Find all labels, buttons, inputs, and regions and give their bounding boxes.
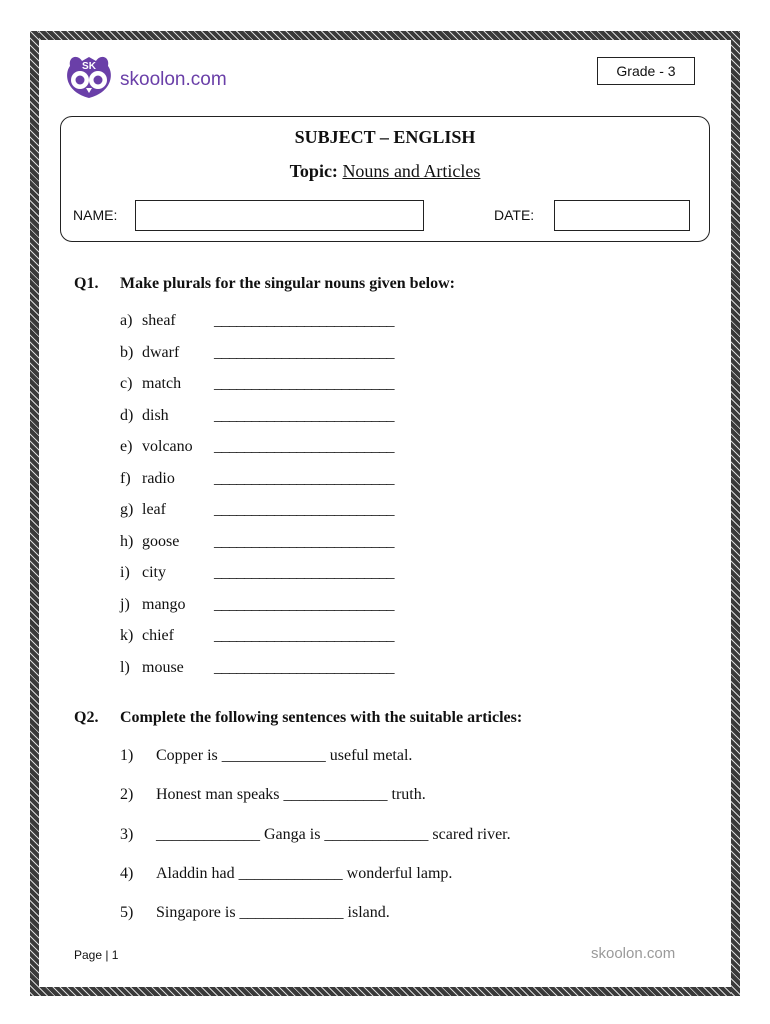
singular-noun: dish bbox=[142, 406, 169, 424]
list-item bbox=[120, 344, 480, 376]
item-number: 1) bbox=[120, 747, 134, 764]
page-border-bottom bbox=[30, 987, 740, 996]
list-item bbox=[120, 865, 680, 904]
worksheet-header bbox=[60, 116, 710, 242]
q1-list bbox=[120, 312, 480, 690]
item-number: 5) bbox=[120, 904, 134, 922]
item-number: 4) bbox=[120, 864, 134, 882]
singular-noun: mango bbox=[142, 595, 186, 613]
list-item bbox=[120, 596, 480, 628]
page-number: Page | 1 bbox=[74, 948, 119, 962]
q2-number: Q2. bbox=[74, 709, 99, 726]
name-label: NAME: bbox=[73, 207, 118, 223]
name-field[interactable] bbox=[135, 200, 424, 231]
singular-noun: city bbox=[142, 564, 166, 581]
q1-number: Q1. bbox=[74, 275, 99, 292]
list-item bbox=[120, 747, 680, 786]
q2-question: Complete the following sentences with the suitable articles: bbox=[120, 709, 523, 726]
singular-noun: dwarf bbox=[142, 343, 180, 361]
sentence[interactable]: Honest man speaks _____________ truth. bbox=[156, 786, 426, 804]
grade-badge: Grade - 3 bbox=[597, 57, 695, 85]
list-item bbox=[120, 826, 680, 865]
singular-noun: match bbox=[142, 375, 182, 392]
q1-question: Make plurals for the singular nouns given below: bbox=[120, 275, 456, 292]
item-label: j) bbox=[120, 595, 130, 613]
date-field[interactable] bbox=[554, 200, 690, 231]
list-item bbox=[120, 533, 480, 565]
page-border-right bbox=[731, 31, 740, 996]
brand-logo bbox=[62, 52, 227, 102]
singular-noun: chief bbox=[142, 627, 174, 644]
item-label: h) bbox=[120, 532, 134, 550]
singular-noun: goose bbox=[142, 532, 180, 550]
brand-name: skoolon.com bbox=[120, 69, 227, 90]
answer-blank[interactable]: ________________________ bbox=[214, 469, 394, 487]
item-number: 3) bbox=[120, 825, 134, 843]
item-label: k) bbox=[120, 627, 134, 644]
sentence[interactable]: Singapore is _____________ island. bbox=[156, 904, 390, 922]
item-label: b) bbox=[120, 343, 134, 361]
item-label: c) bbox=[120, 375, 133, 392]
date-label: DATE: bbox=[494, 207, 535, 223]
answer-blank[interactable]: ________________________ bbox=[214, 564, 394, 581]
page-border-top bbox=[30, 31, 740, 40]
item-label: e) bbox=[120, 438, 133, 455]
list-item bbox=[120, 659, 480, 691]
list-item bbox=[120, 786, 680, 825]
list-item bbox=[120, 375, 480, 407]
answer-blank[interactable]: ________________________ bbox=[214, 532, 394, 550]
list-item bbox=[120, 438, 480, 470]
sentence[interactable]: _____________ Ganga is _____________ scared river. bbox=[156, 825, 511, 843]
list-item bbox=[120, 627, 480, 659]
topic-value: Nouns and Articles bbox=[342, 161, 481, 181]
singular-noun: volcano bbox=[142, 438, 193, 455]
item-label: i) bbox=[120, 564, 130, 581]
answer-blank[interactable]: ________________________ bbox=[214, 375, 394, 392]
list-item bbox=[120, 501, 480, 533]
page-border-left bbox=[30, 31, 39, 996]
list-item bbox=[120, 312, 480, 344]
sentence[interactable]: Aladdin had _____________ wonderful lamp. bbox=[156, 864, 453, 882]
singular-noun: radio bbox=[142, 469, 175, 487]
singular-noun: sheaf bbox=[142, 312, 176, 329]
singular-noun: mouse bbox=[142, 658, 184, 676]
item-label: d) bbox=[120, 406, 134, 424]
item-label: a) bbox=[120, 312, 133, 329]
list-item bbox=[120, 564, 480, 596]
answer-blank[interactable]: ________________________ bbox=[214, 627, 394, 644]
answer-blank[interactable]: ________________________ bbox=[214, 343, 394, 361]
sentence[interactable]: Copper is _____________ useful metal. bbox=[156, 747, 413, 764]
q2-list bbox=[120, 747, 680, 943]
item-label: f) bbox=[120, 469, 131, 487]
list-item bbox=[120, 470, 480, 502]
answer-blank[interactable]: ________________________ bbox=[214, 406, 394, 424]
topic-label: Topic: bbox=[289, 161, 338, 181]
list-item bbox=[120, 904, 680, 943]
topic-line bbox=[61, 161, 709, 182]
singular-noun: leaf bbox=[142, 501, 166, 518]
answer-blank[interactable]: ________________________ bbox=[214, 595, 394, 613]
answer-blank[interactable]: ________________________ bbox=[214, 438, 394, 455]
subject-title: SUBJECT – ENGLISH bbox=[294, 127, 476, 147]
answer-blank[interactable]: ________________________ bbox=[214, 501, 394, 518]
logo-letters: SK bbox=[82, 61, 96, 72]
item-label: l) bbox=[120, 658, 130, 676]
footer-site: skoolon.com bbox=[591, 945, 676, 962]
item-label: g) bbox=[120, 501, 134, 518]
answer-blank[interactable]: ________________________ bbox=[214, 658, 394, 676]
answer-blank[interactable]: ________________________ bbox=[214, 312, 394, 329]
item-number: 2) bbox=[120, 786, 134, 804]
list-item bbox=[120, 407, 480, 439]
owl-logo-icon bbox=[62, 52, 116, 102]
